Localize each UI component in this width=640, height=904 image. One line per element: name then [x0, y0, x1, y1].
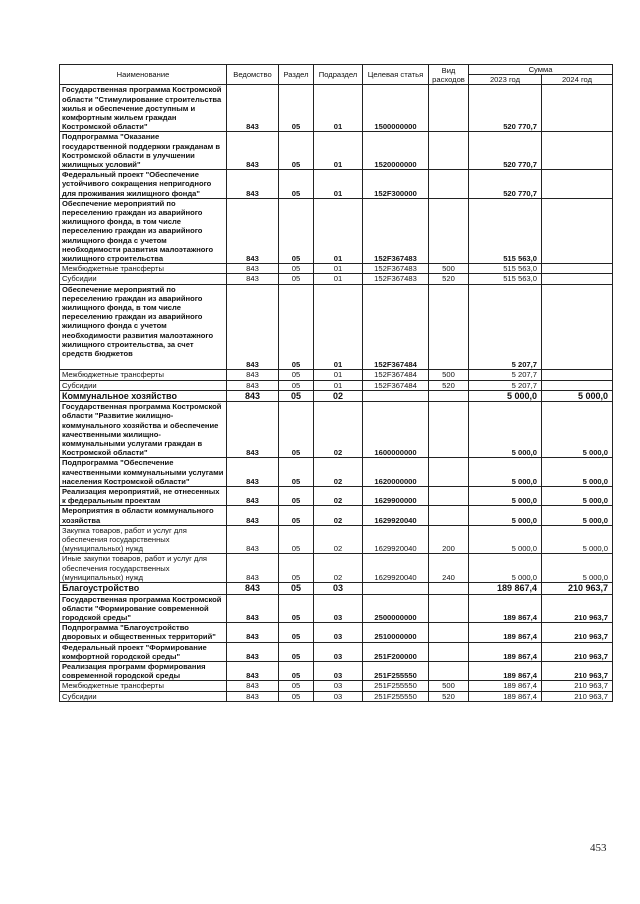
row-subsection: 03	[314, 594, 363, 623]
table-row	[60, 642, 613, 661]
row-sum-2024	[542, 132, 613, 170]
row-subsection: 02	[314, 390, 363, 402]
row-dept: 843	[227, 274, 279, 284]
row-exp-type: 520	[429, 274, 469, 284]
row-name: Обеспечение мероприятий по переселению граждан из аварийного жилищного фонда, в том числе переселению граждан из аварийного жилищного фонда с учетом необходимости развития малоэтажного жилищного строительства	[60, 198, 227, 263]
row-target: 1629920040	[363, 525, 429, 554]
table-row	[60, 198, 613, 263]
header-2023: 2023 год	[469, 75, 542, 85]
row-sum-2024: 5 000,0	[542, 554, 613, 583]
row-subsection: 03	[314, 661, 363, 680]
budget-table-sheet	[59, 64, 612, 702]
table-body	[60, 85, 613, 701]
row-target: 251F255550	[363, 681, 429, 691]
row-target: 1629920040	[363, 506, 429, 525]
table-row	[60, 506, 613, 525]
row-exp-type: 240	[429, 554, 469, 583]
row-section: 05	[279, 390, 314, 402]
row-exp-type: 500	[429, 264, 469, 274]
row-sum-2023: 5 000,0	[469, 458, 542, 487]
row-target: 1620000000	[363, 458, 429, 487]
table-row	[60, 661, 613, 680]
row-sum-2023: 189 867,4	[469, 642, 542, 661]
row-exp-type	[429, 198, 469, 263]
row-sum-2023: 189 867,4	[469, 583, 542, 595]
row-exp-type: 520	[429, 380, 469, 390]
row-section: 05	[279, 85, 314, 132]
row-name: Мероприятия в области коммунального хозяйства	[60, 506, 227, 525]
row-target	[363, 583, 429, 595]
row-section: 05	[279, 554, 314, 583]
row-exp-type	[429, 402, 469, 458]
row-sum-2023: 189 867,4	[469, 661, 542, 680]
row-sum-2024: 210 963,7	[542, 661, 613, 680]
row-exp-type	[429, 583, 469, 595]
row-section: 05	[279, 623, 314, 642]
row-dept: 843	[227, 506, 279, 525]
row-name: Коммунальное хозяйство	[60, 390, 227, 402]
row-subsection: 01	[314, 380, 363, 390]
row-subsection: 02	[314, 487, 363, 506]
row-subsection: 03	[314, 642, 363, 661]
row-sum-2023: 515 563,0	[469, 264, 542, 274]
row-dept: 843	[227, 681, 279, 691]
row-name: Государственная программа Костромской области "Стимулирование строительства жилья и обеспечение доступным и комфортным жильем граждан Костромской области"	[60, 85, 227, 132]
row-name: Иные закупки товаров, работ и услуг для обеспечения государственных (муниципальных) нужд	[60, 554, 227, 583]
row-target: 152F367483	[363, 198, 429, 263]
row-section: 05	[279, 380, 314, 390]
table-row	[60, 85, 613, 132]
row-sum-2023: 5 000,0	[469, 487, 542, 506]
row-section: 05	[279, 583, 314, 595]
row-subsection: 02	[314, 402, 363, 458]
table-row	[60, 264, 613, 274]
row-target	[363, 390, 429, 402]
table-row	[60, 681, 613, 691]
row-section: 05	[279, 681, 314, 691]
row-name: Подпрограмма "Оказание государственной поддержки гражданам в Костромской области в улучшении жилищных условий"	[60, 132, 227, 170]
row-dept: 843	[227, 132, 279, 170]
row-sum-2024: 210 963,7	[542, 642, 613, 661]
row-subsection: 01	[314, 170, 363, 199]
row-subsection: 01	[314, 132, 363, 170]
row-sum-2024: 210 963,7	[542, 583, 613, 595]
row-exp-type	[429, 458, 469, 487]
row-dept: 843	[227, 284, 279, 370]
row-name: Государственная программа Костромской области "Развитие жилищно-коммунального хозяйства и обеспечение качественными жилищно-коммунальными услугами граждан в Костромской области"	[60, 402, 227, 458]
row-target: 1629920040	[363, 554, 429, 583]
row-name: Реализация программ формирования современной городской среды	[60, 661, 227, 680]
row-sum-2024: 210 963,7	[542, 623, 613, 642]
row-sum-2024: 210 963,7	[542, 691, 613, 701]
row-section: 05	[279, 487, 314, 506]
row-dept: 843	[227, 623, 279, 642]
row-dept: 843	[227, 594, 279, 623]
row-exp-type: 500	[429, 681, 469, 691]
row-name: Реализация мероприятий, не отнесенных к федеральным проектам	[60, 487, 227, 506]
row-sum-2023: 5 207,7	[469, 284, 542, 370]
row-sum-2023: 515 563,0	[469, 198, 542, 263]
row-target: 152F367484	[363, 380, 429, 390]
row-dept: 843	[227, 380, 279, 390]
row-sum-2024	[542, 380, 613, 390]
row-sum-2023: 189 867,4	[469, 623, 542, 642]
row-section: 05	[279, 506, 314, 525]
table-row	[60, 554, 613, 583]
row-sum-2023: 5 000,0	[469, 506, 542, 525]
row-target: 251F200000	[363, 642, 429, 661]
row-section: 05	[279, 170, 314, 199]
row-sum-2024	[542, 284, 613, 370]
row-target: 152F367483	[363, 274, 429, 284]
row-subsection: 03	[314, 623, 363, 642]
row-dept: 843	[227, 85, 279, 132]
row-section: 05	[279, 525, 314, 554]
row-section: 05	[279, 661, 314, 680]
row-name: Субсидии	[60, 691, 227, 701]
row-name: Благоустройство	[60, 583, 227, 595]
table-row	[60, 284, 613, 370]
row-exp-type	[429, 487, 469, 506]
row-target: 152F300000	[363, 170, 429, 199]
row-subsection: 01	[314, 274, 363, 284]
row-sum-2023: 5 000,0	[469, 554, 542, 583]
row-sum-2024	[542, 370, 613, 380]
header-exp-type: Вид расходов	[429, 65, 469, 85]
row-exp-type	[429, 623, 469, 642]
row-name: Закупка товаров, работ и услуг для обеспечения государственных (муниципальных) нужд	[60, 525, 227, 554]
row-target: 251F255550	[363, 691, 429, 701]
row-sum-2024: 210 963,7	[542, 594, 613, 623]
row-dept: 843	[227, 554, 279, 583]
row-sum-2024	[542, 274, 613, 284]
row-subsection: 01	[314, 370, 363, 380]
row-subsection: 02	[314, 525, 363, 554]
row-name: Субсидии	[60, 274, 227, 284]
row-dept: 843	[227, 264, 279, 274]
header-section: Раздел	[279, 65, 314, 85]
row-sum-2023: 189 867,4	[469, 681, 542, 691]
table-row	[60, 458, 613, 487]
table-row	[60, 380, 613, 390]
row-sum-2024: 5 000,0	[542, 525, 613, 554]
row-dept: 843	[227, 525, 279, 554]
row-section: 05	[279, 594, 314, 623]
row-section: 05	[279, 198, 314, 263]
row-sum-2024: 5 000,0	[542, 402, 613, 458]
row-name: Подпрограмма "Обеспечение качественными коммунальными услугами населения Костромской области"	[60, 458, 227, 487]
row-exp-type	[429, 506, 469, 525]
row-dept: 843	[227, 583, 279, 595]
row-exp-type	[429, 132, 469, 170]
page-number: 453	[590, 842, 607, 854]
row-subsection: 03	[314, 583, 363, 595]
row-sum-2024	[542, 264, 613, 274]
row-sum-2023: 520 770,7	[469, 170, 542, 199]
row-section: 05	[279, 274, 314, 284]
row-dept: 843	[227, 642, 279, 661]
row-sum-2024: 5 000,0	[542, 506, 613, 525]
row-name: Субсидии	[60, 380, 227, 390]
header-name: Наименование	[60, 65, 227, 85]
row-target: 1520000000	[363, 132, 429, 170]
row-subsection: 02	[314, 458, 363, 487]
table-row	[60, 691, 613, 701]
header-target: Целевая статья	[363, 65, 429, 85]
row-sum-2023: 189 867,4	[469, 594, 542, 623]
section-row	[60, 390, 613, 402]
row-dept: 843	[227, 487, 279, 506]
row-section: 05	[279, 264, 314, 274]
row-target: 152F367484	[363, 284, 429, 370]
row-exp-type	[429, 284, 469, 370]
row-dept: 843	[227, 402, 279, 458]
row-exp-type	[429, 642, 469, 661]
row-exp-type	[429, 170, 469, 199]
row-subsection: 01	[314, 85, 363, 132]
row-name: Межбюджетные трансферты	[60, 264, 227, 274]
row-target: 152F367483	[363, 264, 429, 274]
row-dept: 843	[227, 390, 279, 402]
row-dept: 843	[227, 170, 279, 199]
row-name: Межбюджетные трансферты	[60, 370, 227, 380]
row-section: 05	[279, 370, 314, 380]
row-target: 152F367484	[363, 370, 429, 380]
row-name: Федеральный проект "Обеспечение устойчивого сокращения непригодного для проживания жилищного фонда"	[60, 170, 227, 199]
row-name: Государственная программа Костромской области "Формирование современной городской среды"	[60, 594, 227, 623]
row-dept: 843	[227, 370, 279, 380]
table-row	[60, 623, 613, 642]
row-sum-2023: 5 000,0	[469, 525, 542, 554]
row-sum-2024	[542, 170, 613, 199]
row-subsection: 01	[314, 264, 363, 274]
row-target: 2510000000	[363, 623, 429, 642]
row-name: Обеспечение мероприятий по переселению граждан из аварийного жилищного фонда, в том числе переселению граждан из аварийного жилищного фонда с учетом необходимости развития малоэтажного жилищного строительства, за счет средств бюджетов	[60, 284, 227, 370]
budget-table	[59, 64, 613, 702]
row-section: 05	[279, 132, 314, 170]
table-row	[60, 370, 613, 380]
row-subsection: 02	[314, 554, 363, 583]
row-section: 05	[279, 402, 314, 458]
row-sum-2023: 5 207,7	[469, 380, 542, 390]
row-subsection: 02	[314, 506, 363, 525]
header-dept: Ведомство	[227, 65, 279, 85]
row-sum-2024	[542, 85, 613, 132]
row-sum-2023: 189 867,4	[469, 691, 542, 701]
row-subsection: 01	[314, 198, 363, 263]
row-target: 2500000000	[363, 594, 429, 623]
row-exp-type: 520	[429, 691, 469, 701]
row-target: 1600000000	[363, 402, 429, 458]
row-name: Подпрограмма "Благоустройство дворовых и общественных территорий"	[60, 623, 227, 642]
row-section: 05	[279, 284, 314, 370]
row-sum-2024: 210 963,7	[542, 681, 613, 691]
row-exp-type	[429, 594, 469, 623]
row-dept: 843	[227, 458, 279, 487]
row-subsection: 03	[314, 681, 363, 691]
row-section: 05	[279, 458, 314, 487]
row-target: 1500000000	[363, 85, 429, 132]
row-dept: 843	[227, 661, 279, 680]
table-row	[60, 594, 613, 623]
row-sum-2023: 5 000,0	[469, 402, 542, 458]
table-row	[60, 525, 613, 554]
row-sum-2023: 5 207,7	[469, 370, 542, 380]
row-exp-type: 200	[429, 525, 469, 554]
row-sum-2024	[542, 198, 613, 263]
row-sum-2023: 520 770,7	[469, 132, 542, 170]
row-dept: 843	[227, 198, 279, 263]
row-target: 251F255550	[363, 661, 429, 680]
header-subsection: Подраздел	[314, 65, 363, 85]
table-row	[60, 170, 613, 199]
table-row	[60, 402, 613, 458]
header-sum: Сумма	[469, 65, 613, 75]
row-subsection: 01	[314, 284, 363, 370]
row-name: Федеральный проект "Формирование комфортной городской среды"	[60, 642, 227, 661]
row-dept: 843	[227, 691, 279, 701]
row-subsection: 03	[314, 691, 363, 701]
header-2024: 2024 год	[542, 75, 613, 85]
row-sum-2023: 515 563,0	[469, 274, 542, 284]
table-row	[60, 132, 613, 170]
row-exp-type	[429, 390, 469, 402]
row-section: 05	[279, 691, 314, 701]
table-row	[60, 487, 613, 506]
row-sum-2023: 5 000,0	[469, 390, 542, 402]
row-section: 05	[279, 642, 314, 661]
row-sum-2023: 520 770,7	[469, 85, 542, 132]
table-row	[60, 274, 613, 284]
row-sum-2024: 5 000,0	[542, 390, 613, 402]
row-exp-type	[429, 85, 469, 132]
row-exp-type: 500	[429, 370, 469, 380]
row-sum-2024: 5 000,0	[542, 487, 613, 506]
row-target: 1629900000	[363, 487, 429, 506]
row-sum-2024: 5 000,0	[542, 458, 613, 487]
row-exp-type	[429, 661, 469, 680]
row-name: Межбюджетные трансферты	[60, 681, 227, 691]
section-row	[60, 583, 613, 595]
